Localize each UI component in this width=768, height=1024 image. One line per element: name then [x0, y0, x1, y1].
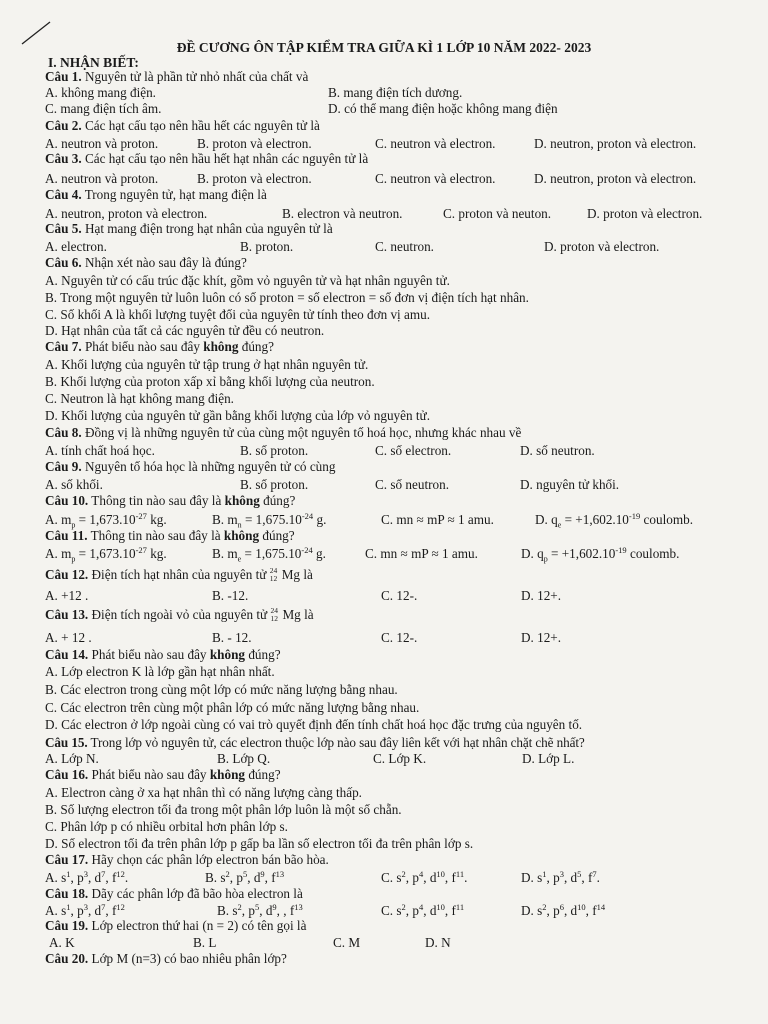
text-fragment: , p: [546, 870, 560, 885]
text-fragment: C. s: [381, 870, 402, 885]
text-fragment: Câu 10.: [45, 493, 89, 508]
text-fragment: , p: [405, 903, 419, 918]
question-3: [45, 151, 368, 166]
question-8: [45, 425, 521, 440]
text-fragment: 10: [577, 902, 586, 912]
text-fragment: Câu 3.: [45, 151, 82, 166]
option-c: [381, 903, 464, 918]
text-fragment: , d: [423, 870, 437, 885]
text-fragment: D. s: [521, 870, 543, 885]
text-fragment: 12: [269, 573, 278, 583]
text-fragment: , d: [423, 903, 437, 918]
option-b: B. Các electron trong cùng một lớp có mức năng lượng bằng nhau.: [45, 682, 398, 697]
text-fragment: 5: [577, 869, 582, 879]
question-13: [45, 607, 314, 622]
text-fragment: Mg là: [282, 607, 314, 622]
text-fragment: = 1,673.10: [75, 546, 136, 561]
text-fragment: 9: [260, 869, 265, 879]
text-fragment: = +1,602.10: [547, 546, 616, 561]
text-fragment: Câu 9.: [45, 459, 82, 474]
text-fragment: B. m: [212, 512, 238, 527]
text-fragment: -24: [301, 545, 313, 555]
text-fragment: , f: [585, 903, 597, 918]
text-fragment: , d: [247, 870, 261, 885]
text-fragment: Hạt mang điện trong hạt nhân của nguyên tử là: [84, 221, 333, 236]
option-c: C. Số khối A là khối lượng tuyệt đối của nguyên tử tính theo đơn vị amu.: [45, 307, 431, 322]
text-fragment: C. neutron.: [375, 239, 434, 254]
text-fragment: C. mn ≈ mP ≈ 1 amu.: [365, 546, 478, 561]
text-fragment: A. + 12 .: [45, 630, 92, 645]
text-fragment: Câu 16.: [45, 767, 89, 782]
text-fragment: Câu 5.: [45, 221, 82, 236]
option-c: C. Phân lớp p có nhiều orbital hơn phân lớp s.: [45, 819, 288, 834]
text-fragment: Câu 2.: [45, 118, 82, 133]
question-16: [45, 767, 281, 782]
text-fragment: A. K: [49, 935, 75, 950]
option-d: [521, 870, 600, 885]
text-fragment: 7: [101, 902, 106, 912]
option-d: D. có thể mang điện hoặc không mang điện: [328, 101, 558, 116]
text-fragment: A. Lớp N.: [45, 751, 99, 766]
text-fragment: không: [209, 647, 246, 662]
text-fragment: Điện tích hạt nhân của nguyên tử: [91, 567, 267, 582]
text-fragment: Các hạt cấu tạo nên hầu hết các nguyên tử là: [84, 118, 320, 133]
page-title: ĐỀ CƯƠNG ÔN TẬP KIỂM TRA GIỮA KÌ 1 LỚP 10 NĂM 2022- 2023: [176, 40, 592, 55]
text-fragment: 3: [83, 902, 88, 912]
text-fragment: Câu 8.: [45, 425, 82, 440]
q-label: Câu 1.: [45, 69, 82, 84]
option-c: [381, 870, 467, 885]
q4-options: [45, 206, 745, 222]
text-fragment: 11: [455, 869, 465, 879]
text-fragment: A. neutron và proton.: [45, 136, 159, 151]
text-fragment: -24: [301, 511, 314, 521]
text-fragment: C. mn ≈ mP ≈ 1 amu.: [381, 512, 494, 527]
question-1: [45, 69, 308, 84]
text-fragment: D. s: [521, 903, 543, 918]
text-fragment: B. L: [193, 935, 217, 950]
text-fragment: , f: [581, 870, 593, 885]
question-10: [45, 493, 295, 508]
text-fragment: Phát biểu nào sau đây: [84, 339, 200, 354]
question-6: [45, 255, 247, 270]
option-b: B. Khối lượng của proton xấp xỉ bằng khối lượng của neutron.: [45, 374, 375, 389]
text-fragment: Dãy các phân lớp đã bão hòa electron là: [91, 886, 303, 901]
text-fragment: C. neutron và electron.: [375, 171, 496, 186]
text-fragment: , f: [105, 903, 117, 918]
text-fragment: Phát biểu nào sau đây: [91, 767, 207, 782]
text-fragment: .: [464, 870, 468, 885]
text-fragment: p: [71, 554, 76, 564]
text-fragment: 12: [116, 902, 125, 912]
text-fragment: 2: [237, 902, 242, 912]
text-fragment: kg.: [146, 512, 167, 527]
q15-options: [45, 751, 745, 767]
question-20: [45, 951, 287, 966]
text-fragment: 1: [66, 869, 71, 879]
text-fragment: Mg là: [281, 567, 313, 582]
text-fragment: 7: [101, 869, 106, 879]
option-d: D. Hạt nhân của tất cả các nguyên tử đều có neutron.: [45, 323, 325, 338]
text-fragment: 2: [401, 869, 406, 879]
text-fragment: Đồng vị là những nguyên tử của cùng một nguyên tố hoá học, nhưng khác nhau về: [84, 425, 522, 440]
text-fragment: coulomb.: [640, 512, 693, 527]
question-7: [45, 339, 274, 354]
text-fragment: 3: [83, 869, 88, 879]
text-fragment: , p: [241, 903, 255, 918]
option-a: A. Electron càng ở xa hạt nhân thì có năng lượng càng thấp.: [45, 785, 362, 800]
text-fragment: 2: [225, 869, 230, 879]
text-fragment: B. s: [217, 903, 238, 918]
text-fragment: 10: [436, 902, 445, 912]
text-fragment: n: [237, 520, 242, 530]
text-fragment: Câu 13.: [45, 607, 89, 622]
text-fragment: 3: [559, 869, 564, 879]
text-fragment: kg.: [146, 546, 167, 561]
text-fragment: không: [209, 767, 246, 782]
q2-options: [45, 136, 745, 152]
text-fragment: Trong lớp vỏ nguyên tử, các electron thuộc lớp nào sau đây liên kết với hạt nhân chặt chẽ nhất?: [90, 735, 585, 750]
text-fragment: B. proton.: [240, 239, 294, 254]
text-fragment: D. N: [425, 935, 451, 950]
text-fragment: B. proton và electron.: [197, 136, 312, 151]
option-a: [45, 903, 125, 918]
isotope-notation: [270, 605, 282, 623]
option-b: B. Trong một nguyên tử luôn luôn có số proton = số electron = số đơn vị điện tích hạt nhân.: [45, 290, 529, 305]
text-fragment: Phát biểu nào sau đây: [91, 647, 207, 662]
text-fragment: A. m: [45, 546, 72, 561]
text-fragment: C. M: [333, 935, 361, 950]
text-fragment: 12: [116, 869, 125, 879]
text-fragment: e: [557, 520, 562, 530]
text-fragment: D. q: [535, 512, 558, 527]
text-fragment: = 1,675.10: [241, 546, 302, 561]
text-fragment: đúng?: [248, 767, 281, 782]
isotope-notation: [269, 565, 282, 583]
text-fragment: Câu 20.: [45, 951, 89, 966]
text-fragment: B. -12.: [212, 588, 249, 603]
text-fragment: 7: [592, 869, 597, 879]
option-c: C. mang điện tích âm.: [45, 101, 162, 116]
text-fragment: B. - 12.: [212, 630, 252, 645]
text-fragment: C. số electron.: [375, 443, 452, 458]
text-fragment: , p: [229, 870, 243, 885]
text-fragment: Câu 7.: [45, 339, 82, 354]
question-14: [45, 647, 281, 662]
text-fragment: Câu 15.: [45, 735, 88, 750]
text-fragment: 12: [270, 613, 278, 623]
option-d: D. Số electron tối đa trên phân lớp p gấp ba lần số electron tối đa trên phân lớp s.: [45, 836, 474, 851]
text-fragment: Các hạt cấu tạo nên hầu hết hạt nhân các nguyên tử là: [84, 151, 369, 166]
text-fragment: Câu 18.: [45, 886, 89, 901]
text-fragment: Câu 11.: [45, 528, 88, 543]
text-fragment: , p: [405, 870, 419, 885]
text-fragment: = +1,602.10: [561, 512, 629, 527]
text-fragment: 6: [559, 902, 564, 912]
option-a: A. Lớp electron K là lớp gần hạt nhân nhất.: [45, 664, 275, 679]
question-18: [45, 886, 303, 901]
text-fragment: 11: [455, 902, 465, 912]
text-fragment: C. số neutron.: [375, 477, 449, 492]
option-b: B. Số lượng electron tối đa trong một phân lớp luôn là một số chẵn.: [45, 802, 402, 817]
text-fragment: , f: [264, 870, 276, 885]
text-fragment: e: [237, 554, 242, 564]
text-fragment: coulomb.: [626, 546, 680, 561]
text-fragment: B. m: [212, 546, 238, 561]
text-fragment: 2: [542, 902, 547, 912]
option-b: [217, 903, 303, 918]
text-fragment: -19: [628, 511, 641, 521]
text-fragment: B. electron và neutron.: [282, 206, 403, 221]
text-fragment: đúng?: [262, 528, 295, 543]
q13-options: [45, 630, 745, 646]
text-fragment: D. nguyên tử khối.: [520, 477, 620, 492]
text-fragment: D. neutron, proton và electron.: [534, 136, 697, 151]
q12-options: [45, 588, 745, 604]
text-fragment: Thông tin nào sau đây là: [91, 493, 222, 508]
option-b: B. mang điện tích dương.: [328, 85, 463, 100]
text-fragment: không: [224, 493, 260, 508]
text-fragment: C. neutron và electron.: [375, 136, 496, 151]
text-fragment: C. 12-.: [381, 630, 418, 645]
text-fragment: , f: [444, 870, 456, 885]
text-fragment: 13: [275, 869, 285, 879]
q11-options: [45, 546, 745, 562]
text-fragment: 9: [272, 902, 277, 912]
text-fragment: A. số khối.: [45, 477, 103, 492]
question-15: [45, 735, 585, 750]
option-d: D. Các electron ở lớp ngoài cùng có vai trò quyết định đến tính chất hoá học đặc trưng của nguyên tố.: [45, 717, 583, 732]
text-fragment: , p: [70, 903, 84, 918]
text-fragment: 24: [270, 605, 278, 615]
text-fragment: Hãy chọn các phân lớp electron bán bão hòa.: [91, 852, 329, 867]
question-12: [45, 567, 313, 582]
text-fragment: Lớp electron thứ hai (n = 2) có tên gọi là: [91, 918, 307, 933]
text-fragment: 1: [542, 869, 547, 879]
text-fragment: 24: [269, 565, 278, 575]
text-fragment: Điện tích ngoài vỏ của nguyên tử: [91, 607, 268, 622]
text-fragment: B. s: [205, 870, 226, 885]
text-fragment: , f: [105, 870, 117, 885]
q1-options-2: [45, 101, 745, 117]
text-fragment: đúng?: [263, 493, 296, 508]
text-fragment: p: [543, 554, 548, 564]
question-9: [45, 459, 335, 474]
q18-options: [45, 903, 745, 919]
text-fragment: A. s: [45, 903, 67, 918]
text-fragment: , d: [259, 903, 273, 918]
text-fragment: 13: [294, 902, 303, 912]
q1-options: [45, 85, 745, 101]
q8-options: [45, 443, 745, 459]
text-fragment: 14: [596, 902, 606, 912]
text-fragment: g.: [313, 512, 327, 527]
question-11: [45, 528, 295, 543]
text-fragment: A. m: [45, 512, 72, 527]
q-text: Nguyên tử là phần tử nhỏ nhất của chất và: [84, 69, 309, 84]
text-fragment: , p: [70, 870, 84, 885]
q10-options: [45, 512, 745, 528]
text-fragment: D. Lớp L.: [522, 751, 575, 766]
q9-options: [45, 477, 745, 493]
text-fragment: .: [596, 870, 600, 885]
text-fragment: , p: [546, 903, 560, 918]
option-a: [45, 870, 128, 885]
text-fragment: , d: [563, 870, 578, 885]
text-fragment: không: [223, 528, 260, 543]
option-a: A. không mang điện.: [45, 85, 156, 100]
q3-options: [45, 171, 745, 187]
text-fragment: D. proton và electron.: [544, 239, 660, 254]
text-fragment: A. neutron và proton.: [45, 171, 159, 186]
text-fragment: D. 12+.: [521, 588, 562, 603]
q17-options: [45, 870, 745, 886]
text-fragment: B. proton và electron.: [197, 171, 312, 186]
text-fragment: A. neutron, proton và electron.: [45, 206, 208, 221]
option-c: C. Các electron trên cùng một phân lớp có mức năng lượng bằng nhau.: [45, 700, 420, 715]
text-fragment: Câu 6.: [45, 255, 82, 270]
text-fragment: -19: [615, 545, 627, 555]
question-2: [45, 118, 320, 133]
text-fragment: , d: [563, 903, 578, 918]
text-fragment: , f: [444, 903, 456, 918]
text-fragment: đúng?: [241, 339, 274, 354]
text-fragment: , , f: [276, 903, 295, 918]
text-fragment: = 1,675.10: [241, 512, 302, 527]
text-fragment: Nhận xét nào sau đây là đúng?: [84, 255, 247, 270]
text-fragment: đúng?: [248, 647, 281, 662]
text-fragment: Câu 14.: [45, 647, 89, 662]
question-19: [45, 918, 306, 933]
text-fragment: Thông tin nào sau đây là: [90, 528, 221, 543]
text-fragment: D. 12+.: [521, 630, 562, 645]
text-fragment: 5: [254, 902, 260, 912]
text-fragment: D. số neutron.: [520, 443, 595, 458]
text-fragment: 2: [401, 902, 406, 912]
text-fragment: 4: [418, 869, 424, 879]
text-fragment: A. electron.: [45, 239, 107, 254]
text-fragment: g.: [312, 546, 326, 561]
q19-options: [45, 935, 745, 951]
text-fragment: A. s: [45, 870, 67, 885]
text-fragment: .: [124, 870, 129, 885]
text-fragment: -27: [135, 545, 147, 555]
text-fragment: D. q: [521, 546, 544, 561]
option-d: D. Khối lượng của nguyên tử gần bằng khối lượng của lớp vỏ nguyên tử.: [45, 408, 431, 423]
option-b: [205, 870, 284, 885]
q5-options: [45, 239, 745, 255]
text-fragment: không: [203, 339, 239, 354]
text-fragment: B. Lớp Q.: [217, 751, 271, 766]
text-fragment: Trong nguyên tử, hạt mang điện là: [84, 187, 267, 202]
text-fragment: C. Lớp K.: [373, 751, 427, 766]
text-fragment: 1: [66, 902, 71, 912]
text-fragment: B. số proton.: [240, 443, 309, 458]
option-c: C. Neutron là hạt không mang điện.: [45, 391, 234, 406]
option-a: A. Khối lượng của nguyên tử tập trung ở hạt nhân nguyên tử.: [45, 357, 369, 372]
option-a: A. Nguyên tử có cấu trúc đặc khít, gồm vỏ nguyên tử và hạt nhân nguyên tử.: [45, 273, 450, 288]
text-fragment: C. proton và neuton.: [443, 206, 552, 221]
text-fragment: Nguyên tố hóa học là những nguyên tử có cùng: [84, 459, 336, 474]
text-fragment: -27: [135, 511, 147, 521]
text-fragment: A. +12 .: [45, 588, 89, 603]
text-fragment: 5: [242, 869, 248, 879]
text-fragment: = 1,673.10: [75, 512, 136, 527]
text-fragment: Lớp M (n=3) có bao nhiêu phân lớp?: [91, 951, 287, 966]
text-fragment: , d: [87, 870, 102, 885]
text-fragment: p: [71, 520, 76, 530]
text-fragment: D. proton và electron.: [587, 206, 703, 221]
text-fragment: Câu 4.: [45, 187, 82, 202]
text-fragment: D. neutron, proton và electron.: [534, 171, 697, 186]
text-fragment: B. số proton.: [240, 477, 309, 492]
text-fragment: A. tính chất hoá học.: [45, 443, 155, 458]
question-4: [45, 187, 267, 202]
option-d: [521, 903, 605, 918]
text-fragment: 4: [418, 902, 424, 912]
text-fragment: Câu 17.: [45, 852, 89, 867]
text-fragment: , d: [87, 903, 102, 918]
text-fragment: C. s: [381, 903, 402, 918]
question-17: [45, 852, 329, 867]
text-fragment: C. 12-.: [381, 588, 418, 603]
text-fragment: Câu 12.: [45, 567, 89, 582]
section-heading: I. NHẬN BIẾT:: [48, 55, 139, 70]
text-fragment: 10: [436, 869, 445, 879]
question-5: [45, 221, 333, 236]
text-fragment: Câu 19.: [45, 918, 89, 933]
